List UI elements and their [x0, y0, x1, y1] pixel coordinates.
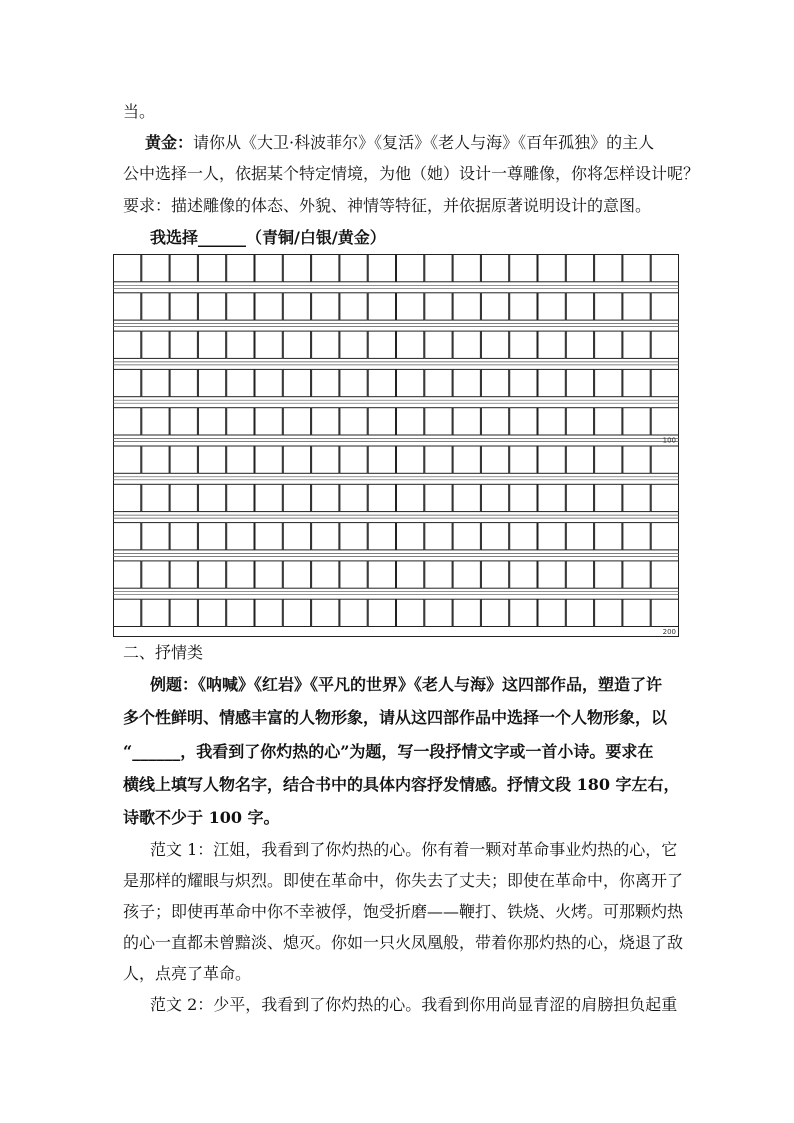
grid-cell — [283, 293, 310, 320]
gold-question-text: 请你从《大卫·科波菲尔》《复活》《老人与海》《百年孤独》的主人 — [193, 133, 655, 152]
grid-cell — [425, 255, 452, 282]
grid-cell — [227, 408, 254, 435]
grid-cell — [312, 599, 339, 626]
grid-cell — [453, 369, 480, 396]
grid-cell — [142, 331, 169, 358]
grid-cell — [595, 523, 622, 550]
grid-cell — [312, 255, 339, 282]
grid-cell — [170, 408, 197, 435]
grid-cell — [170, 484, 197, 511]
grid-cell — [142, 293, 169, 320]
grid-cell — [227, 331, 254, 358]
grid-cell — [368, 561, 395, 588]
grid-cell — [255, 255, 282, 282]
grid-cell — [425, 408, 452, 435]
grid-cell — [368, 369, 395, 396]
grid-cell — [198, 446, 225, 473]
grid-cell — [651, 331, 678, 358]
grid-cell — [397, 446, 424, 473]
grid-cell — [114, 523, 141, 550]
grid-cell — [425, 369, 452, 396]
grid-cell — [312, 293, 339, 320]
grid-cell — [453, 523, 480, 550]
grid-cell — [368, 331, 395, 358]
grid-cell — [510, 484, 537, 511]
grid-cell — [198, 599, 225, 626]
grid-cell — [227, 484, 254, 511]
gold-question-line-1 — [145, 133, 654, 153]
grid-cell — [114, 369, 141, 396]
grid-cell — [510, 369, 537, 396]
grid-cell — [651, 293, 678, 320]
grid-cell — [368, 484, 395, 511]
model-essay-1-line-5: 人，点亮了革命。 — [123, 964, 252, 983]
grid-cell — [283, 255, 310, 282]
grid-cell — [595, 331, 622, 358]
grid-cell — [566, 408, 593, 435]
grid-cell — [510, 446, 537, 473]
grid-cell — [368, 599, 395, 626]
grid-cell — [397, 293, 424, 320]
model-essay-1-line-2: 是那样的耀眼与炽烈。即使在革命中，你失去了丈夫；即使在革命中，你离开了 — [123, 871, 684, 890]
grid-cell — [312, 369, 339, 396]
grid-cell — [283, 331, 310, 358]
gold-label: 黄金： — [145, 133, 194, 152]
grid-cell — [623, 446, 650, 473]
grid-cell — [425, 331, 452, 358]
grid-cell — [198, 561, 225, 588]
grid-cell — [481, 561, 508, 588]
grid-cell — [227, 446, 254, 473]
grid-cell — [170, 446, 197, 473]
grid-cell — [425, 484, 452, 511]
grid-cell — [312, 484, 339, 511]
gold-question-line-2: 公中选择一人，依据某个特定情境，为他（她）设计一尊雕像，你将怎样设计呢？ — [123, 164, 700, 183]
grid-cell — [255, 293, 282, 320]
grid-cell — [538, 293, 565, 320]
example-question-line-3: “______，我看到了你灼热的心”为题，写一段抒情文字或一首小诗。要求在 — [123, 742, 654, 761]
grid-cell — [142, 255, 169, 282]
grid-cell — [623, 331, 650, 358]
grid-cell — [397, 561, 424, 588]
grid-cell — [368, 408, 395, 435]
example-question-line-5: 诗歌不少于 100 字。 — [123, 808, 280, 827]
grid-cell — [397, 599, 424, 626]
grid-cell — [425, 446, 452, 473]
grid-cell — [283, 446, 310, 473]
grid-cell — [595, 293, 622, 320]
grid-cell — [283, 369, 310, 396]
grid-cell — [397, 255, 424, 282]
grid-cell — [566, 561, 593, 588]
grid-cell — [566, 446, 593, 473]
grid-cell — [481, 599, 508, 626]
grid-cell — [227, 561, 254, 588]
grid-cell — [595, 561, 622, 588]
grid-cell — [595, 599, 622, 626]
grid-cell — [651, 523, 678, 550]
grid-cell — [453, 446, 480, 473]
grid-cell — [510, 293, 537, 320]
grid-cell — [227, 369, 254, 396]
grid-cell — [255, 561, 282, 588]
grid-cell — [170, 331, 197, 358]
grid-cell — [114, 255, 141, 282]
grid-cell — [566, 331, 593, 358]
grid-cell — [198, 523, 225, 550]
model-essay-1-line-4: 的心一直都未曾黯淡、熄灭。你如一只火凤凰般，带着你那灼热的心，烧退了敌 — [123, 933, 684, 952]
grid-cell — [453, 293, 480, 320]
text-line-continuation: 当。 — [123, 102, 156, 121]
grid-cell — [481, 484, 508, 511]
grid-cell — [397, 331, 424, 358]
grid-cell — [538, 446, 565, 473]
grid-cell — [368, 293, 395, 320]
grid-cell — [481, 331, 508, 358]
grid-cell — [453, 599, 480, 626]
example-question-line-2: 多个性鲜明、情感丰富的人物形象，请从这四部作品中选择一个人物形象，以 — [123, 708, 668, 727]
grid-cell — [340, 484, 367, 511]
grid-cell — [425, 561, 452, 588]
grid-cell — [510, 408, 537, 435]
grid-count-marker: 200 — [662, 628, 676, 636]
grid-cell — [651, 561, 678, 588]
grid-cell — [227, 255, 254, 282]
grid-cell — [651, 255, 678, 282]
grid-cell — [142, 599, 169, 626]
grid-cell — [481, 408, 508, 435]
grid-cell — [538, 484, 565, 511]
selection-line: 我选择______（青铜/白银/黄金） — [150, 228, 386, 247]
grid-cell — [397, 408, 424, 435]
grid-cell — [312, 446, 339, 473]
grid-cell — [255, 484, 282, 511]
grid-cell — [538, 255, 565, 282]
grid-cell — [255, 523, 282, 550]
grid-cell — [481, 293, 508, 320]
grid-cell — [481, 255, 508, 282]
grid-cell — [623, 293, 650, 320]
grid-cell — [651, 599, 678, 626]
grid-cell — [227, 523, 254, 550]
grid-cell — [481, 369, 508, 396]
grid-cell — [510, 561, 537, 588]
example-question-line-4: 横线上填写人物名字，结合书中的具体内容抒发情感。抒情文段 180 字左右， — [123, 775, 680, 794]
grid-cell — [142, 561, 169, 588]
grid-cell — [368, 523, 395, 550]
grid-cell — [397, 523, 424, 550]
grid-cell — [510, 599, 537, 626]
grid-cell — [340, 561, 367, 588]
grid-cell — [623, 369, 650, 396]
grid-cell — [312, 523, 339, 550]
grid-cell — [538, 408, 565, 435]
grid-cell — [312, 331, 339, 358]
grid-cell — [170, 561, 197, 588]
grid-cell — [651, 446, 678, 473]
grid-cell — [453, 561, 480, 588]
grid-cell — [538, 561, 565, 588]
grid-cell — [114, 561, 141, 588]
grid-cell — [595, 408, 622, 435]
grid-cell — [510, 255, 537, 282]
grid-cell — [198, 331, 225, 358]
grid-cell — [198, 293, 225, 320]
grid-cell — [453, 255, 480, 282]
grid-cell — [595, 484, 622, 511]
grid-cell — [481, 523, 508, 550]
grid-cell — [425, 523, 452, 550]
grid-cell — [198, 408, 225, 435]
grid-cell — [340, 369, 367, 396]
grid-cell — [623, 599, 650, 626]
grid-cell — [538, 369, 565, 396]
grid-cell — [255, 331, 282, 358]
grid-cell — [198, 484, 225, 511]
grid-cell — [566, 599, 593, 626]
grid-cell — [651, 408, 678, 435]
grid-cell — [170, 523, 197, 550]
grid-cell — [283, 561, 310, 588]
grid-cell — [170, 369, 197, 396]
grid-cell — [397, 484, 424, 511]
grid-cell — [538, 523, 565, 550]
grid-cell — [340, 293, 367, 320]
model-essay-1-line-1: 范文 1：江姐，我看到了你灼热的心。你有着一颗对革命事业灼热的心，它 — [150, 840, 678, 859]
grid-cell — [453, 331, 480, 358]
requirement-line: 要求：描述雕像的体态、外貌、神情等特征，并依据原著说明设计的意图。 — [123, 196, 652, 215]
grid-cell — [255, 369, 282, 396]
grid-cell — [114, 599, 141, 626]
grid-cell — [481, 446, 508, 473]
grid-cell — [255, 446, 282, 473]
grid-cell — [566, 293, 593, 320]
grid-cell — [425, 599, 452, 626]
grid-cell — [114, 446, 141, 473]
grid-cell — [623, 255, 650, 282]
grid-cell — [283, 599, 310, 626]
grid-cell — [170, 255, 197, 282]
grid-count-marker: 100 — [662, 436, 676, 445]
grid-cell — [595, 446, 622, 473]
grid-cell — [340, 599, 367, 626]
grid-cell — [425, 293, 452, 320]
grid-cell — [453, 408, 480, 435]
grid-cell — [114, 331, 141, 358]
grid-cell — [312, 408, 339, 435]
grid-cell — [566, 255, 593, 282]
grid-cell — [142, 446, 169, 473]
grid-cell — [510, 523, 537, 550]
grid-cell — [623, 484, 650, 511]
grid-cell — [623, 408, 650, 435]
grid-cell — [340, 446, 367, 473]
grid-cell — [538, 599, 565, 626]
grid-cell — [368, 446, 395, 473]
grid-cell — [142, 408, 169, 435]
grid-cell — [538, 331, 565, 358]
example-question-line-1: 例题：《呐喊》《红岩》《平凡的世界》《老人与海》这四部作品，塑造了许 — [150, 675, 663, 694]
grid-cell — [283, 408, 310, 435]
grid-cell — [340, 408, 367, 435]
model-essay-2-line-1: 范文 2：少平，我看到了你灼热的心。我看到你用尚显青涩的肩膀担负起重 — [150, 995, 678, 1014]
grid-cell — [114, 408, 141, 435]
grid-cell — [453, 484, 480, 511]
grid-cell — [312, 561, 339, 588]
grid-cell — [566, 369, 593, 396]
grid-cell — [397, 369, 424, 396]
grid-cell — [368, 255, 395, 282]
grid-cell — [227, 293, 254, 320]
grid-cell — [142, 484, 169, 511]
grid-cell — [595, 369, 622, 396]
grid-cell — [255, 599, 282, 626]
grid-cell — [623, 561, 650, 588]
grid-cell — [595, 255, 622, 282]
grid-cell — [255, 408, 282, 435]
grid-cell — [340, 331, 367, 358]
grid-cell — [566, 484, 593, 511]
grid-cell — [198, 255, 225, 282]
grid-cell — [114, 484, 141, 511]
grid-cell — [566, 523, 593, 550]
grid-cell — [651, 484, 678, 511]
writing-grid-svg — [113, 254, 679, 637]
grid-cell — [114, 293, 141, 320]
grid-cell — [170, 599, 197, 626]
grid-cell — [283, 523, 310, 550]
grid-cell — [651, 369, 678, 396]
grid-cell — [227, 599, 254, 626]
model-essay-1-line-3: 孩子；即使再革命中你不幸被俘，饱受折磨——鞭打、铁烧、火烤。可那颗灼热 — [123, 902, 684, 921]
grid-cell — [510, 331, 537, 358]
grid-cell — [623, 523, 650, 550]
grid-cell — [340, 523, 367, 550]
writing-grid — [113, 254, 679, 637]
grid-cell — [142, 369, 169, 396]
grid-cell — [340, 255, 367, 282]
grid-cell — [283, 484, 310, 511]
section-heading: 二、抒情类 — [123, 643, 204, 662]
grid-cell — [198, 369, 225, 396]
grid-cell — [170, 293, 197, 320]
grid-cell — [142, 523, 169, 550]
